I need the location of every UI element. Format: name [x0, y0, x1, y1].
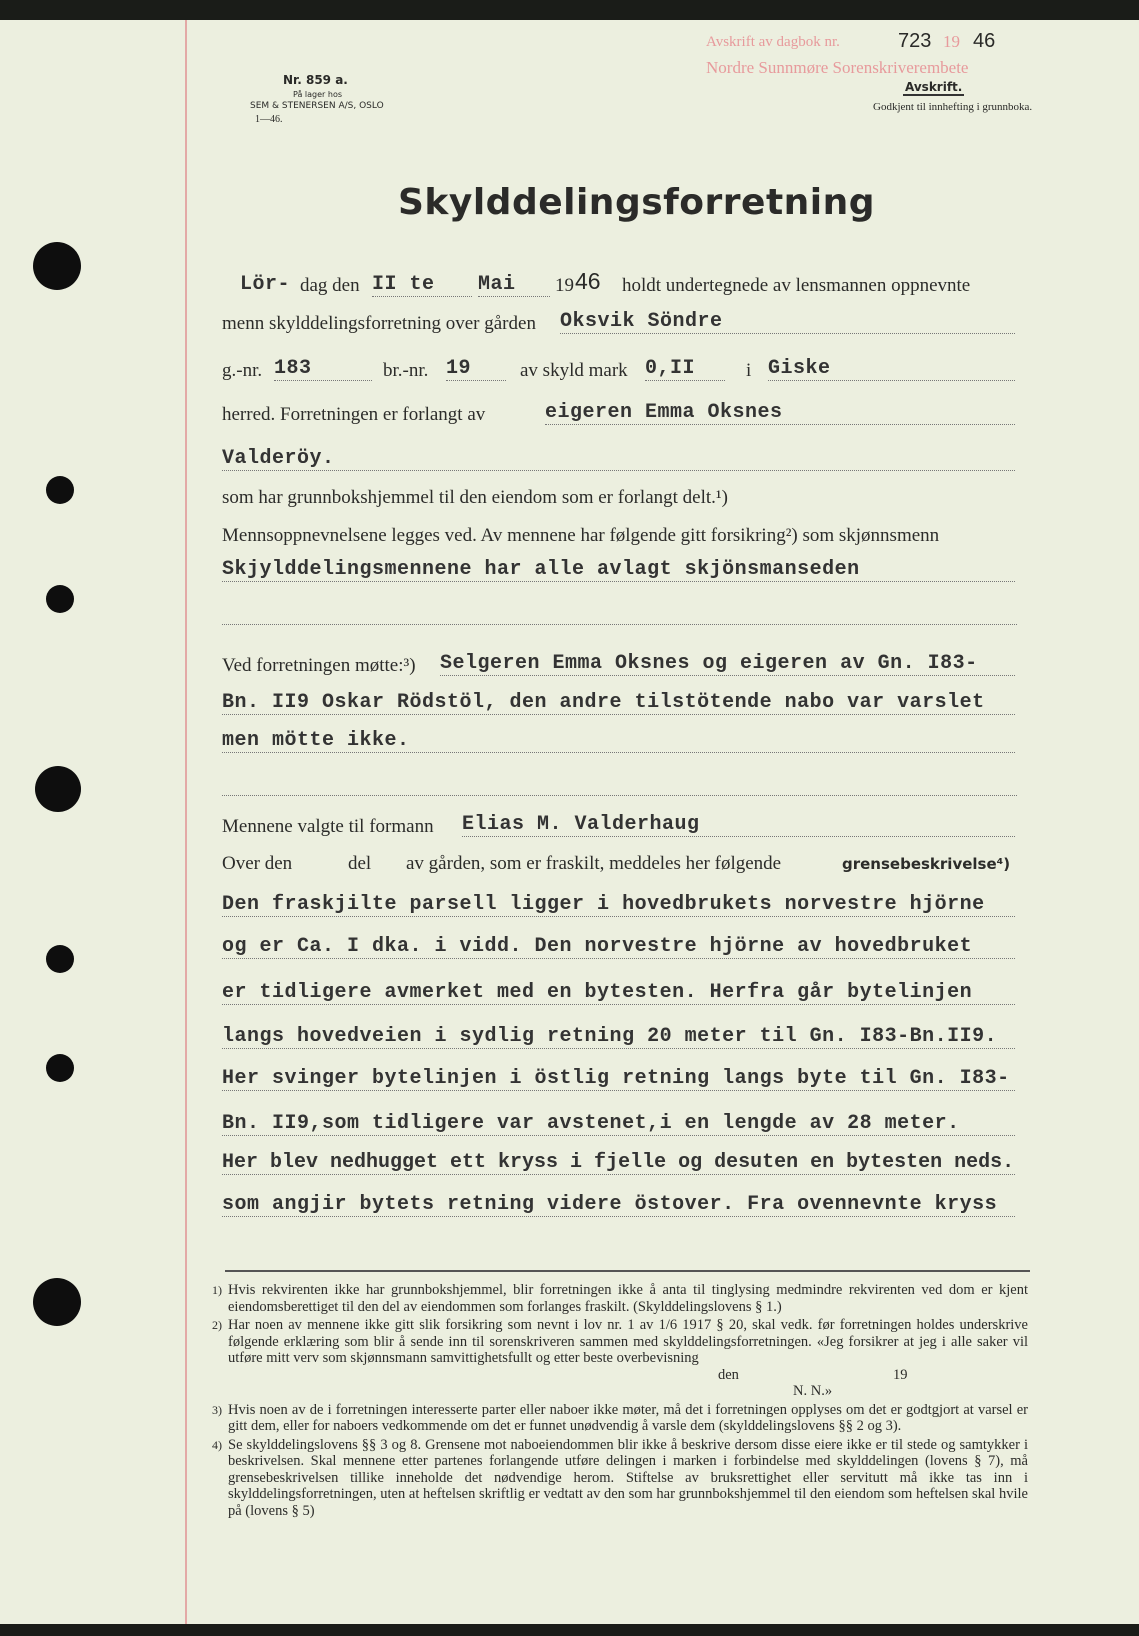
description-line: er tidligere avmerket med en bytesten. Herfra går bytelinjen: [222, 981, 1015, 1005]
form-number: Nr. 859 a.: [283, 73, 348, 87]
description-line: Her svinger bytelinjen i östlig retning langs byte til Gn. I83-: [222, 1067, 1015, 1091]
footnote-4: 4) Se skylddelingslovens §§ 3 og 8. Grensene mot naboeiendommen blir ikke å beskrive dersom disse eiere ikke er til stede og samtykker i beskrivelsen. Skal mennene etter partenes forlangende utføre delingen i marken i forbindelse med skylddelingen (lovens § 7), må grensebeskrivelsen tillike inneholde det nødvendige herom. Stiftelse av bruksrettighet eller servitutt må ikke tas inn i skylddelingsforretningen, uten at heftelsen skriftlig er vedtatt av den som har grunnbokshjemmel til den eiendom som heftelsen skal hvile på (lovens § 5): [212, 1436, 1028, 1519]
blank-line: [222, 795, 1017, 796]
dagbok-stamp-label: Avskrift av dagbok nr.: [706, 34, 840, 50]
farm-name: Oksvik Söndre: [560, 310, 1015, 334]
printer-line2: SEM & STENERSEN A/S, OSLO: [250, 101, 384, 111]
punch-hole: [33, 1278, 81, 1326]
year-suffix: 46: [973, 30, 996, 52]
footnote-date-row: [228, 1367, 1028, 1384]
label: i: [746, 360, 752, 381]
label: br.-nr.: [383, 360, 429, 381]
label: som har grunnbokshjemmel til den eiendom som er forlangt delt.¹): [222, 487, 728, 508]
approved-text: Godkjent til innhefting i grunnboka.: [873, 101, 1033, 113]
scan-border-top: [0, 0, 1139, 20]
label: av gården, som er fraskilt, meddeles her følgende: [406, 853, 782, 874]
attended-line: Selgeren Emma Oksnes og eigeren av Gn. I83-: [440, 652, 1015, 676]
footnote-signature-row: [228, 1383, 1028, 1400]
year-prefix: 19: [555, 275, 574, 296]
description-line: langs hovedveien i sydlig retning 20 meter til Gn. I83-Bn.II9.: [222, 1025, 1015, 1049]
year: 46: [575, 268, 601, 294]
description-line: og er Ca. I dka. i vidd. Den norvestre hjörne av hovedbruket: [222, 935, 1015, 959]
label: Mennsoppnevnelsene legges ved. Av mennene har følgende gitt forsikring²) som skjønnsmenn: [222, 525, 940, 546]
label: grensebeskrivelse⁴): [842, 855, 1011, 873]
footnote-date-label: den: [718, 1366, 739, 1383]
footnote-2: 2) Har noen av mennene ikke gitt slik forsikring som nevnt i lov nr. 1 av 1/6 1917 § 20, skal vedk. før forretningen holdes underskrive følgende erklæring som blir å sende inn til sorenskriveren sammen med skylddelingsforretningen. «Jeg forsikrer at jeg i alle saker vil utføre mitt verv som skjønnsmann samvittighetsfullt og etter beste overbevisning den 19 N. N.»: [212, 1317, 1028, 1399]
label: av skyld mark: [520, 360, 628, 381]
footnote-year: 19: [893, 1366, 908, 1383]
footnote-separator: [225, 1270, 1030, 1272]
skyld: 0,II: [645, 357, 725, 381]
municipality: Giske: [768, 357, 1015, 381]
dagbok-number: 723: [898, 30, 932, 52]
punch-hole: [46, 476, 74, 504]
label: g.-nr.: [222, 360, 263, 381]
requester: eigeren Emma Oksnes: [545, 401, 1015, 425]
label: Over den: [222, 853, 293, 874]
attended-line: men mötte ikke.: [222, 729, 1015, 753]
label: del: [348, 853, 372, 874]
punch-hole: [46, 1054, 74, 1082]
footnote-signature: N. N.»: [793, 1383, 833, 1399]
chairman: Elias M. Valderhaug: [462, 813, 1015, 837]
printer-line1: På lager hos: [293, 90, 342, 99]
requester-place: Valderöy.: [222, 447, 1015, 471]
description-line: Her blev nedhugget ett kryss i fjelle og desuten en bytesten neds.: [222, 1151, 1015, 1174]
punch-hole: [46, 585, 74, 613]
scan-border-bottom: [0, 1624, 1139, 1636]
bnr: 19: [446, 357, 506, 381]
label: dag den: [300, 275, 360, 296]
month: Mai: [478, 273, 550, 297]
year-prefix: 19: [943, 32, 960, 51]
office-stamp: Nordre Sunnmøre Sorenskriverembete: [706, 58, 969, 77]
punch-hole: [35, 766, 81, 812]
attended-line: Bn. II9 Oskar Rödstöl, den andre tilstötende nabo var varslet: [222, 691, 1015, 715]
label: Ved forretningen møtte:³): [222, 655, 416, 676]
footnote-3: 3) Hvis noen av de i forretningen interesserte parter eller naboer ikke møter, må det i forretningen opplyses om det er godtgjort at varsel er gitt dem, eller for naboers vedkommende om det er funnet unødvendig å varsle dem (skylddelingslovens §§ 2 og 3).: [212, 1401, 1028, 1434]
weekday: Lör-: [240, 273, 291, 296]
document-title: Skylddelingsforretning: [398, 182, 876, 223]
label: menn skylddelingsforretning over gården: [222, 313, 536, 334]
punch-hole: [46, 945, 74, 973]
margin-line: [185, 20, 187, 1624]
label: holdt undertegnede av lensmannen oppnevnte: [622, 275, 971, 296]
description-line: Den fraskjilte parsell ligger i hovedbrukets norvestre hjörne: [222, 893, 1015, 917]
label: herred. Forretningen er forlangt av: [222, 404, 486, 425]
printer-date: 1—46.: [255, 114, 283, 125]
description-line: som angjir bytets retning videre östover. Fra ovennevnte kryss: [222, 1193, 1015, 1217]
avskrift-label: Avskrift.: [905, 80, 963, 94]
footnote-1: 1) Hvis rekvirenten ikke har grunnbokshjemmel, blir forretningen ikke å anta til tinglysing medmindre rekvirenten ved dom er kjent eiendomsberettiget til den del av eiendommen som forlanges fraskilt. (Skylddelingslovens § 1.): [212, 1282, 1028, 1315]
day: II te: [372, 273, 472, 297]
oath-statement: Skjylddelingsmennene har alle avlagt skjönsmanseden: [222, 558, 1015, 582]
description-line: Bn. II9,som tidligere var avstenet,i en lengde av 28 meter.: [222, 1112, 1015, 1136]
blank-line: [222, 624, 1017, 625]
gnr: 183: [274, 357, 372, 381]
punch-hole: [33, 242, 81, 290]
label: Mennene valgte til formann: [222, 816, 434, 837]
footnotes: [212, 1282, 1028, 1521]
